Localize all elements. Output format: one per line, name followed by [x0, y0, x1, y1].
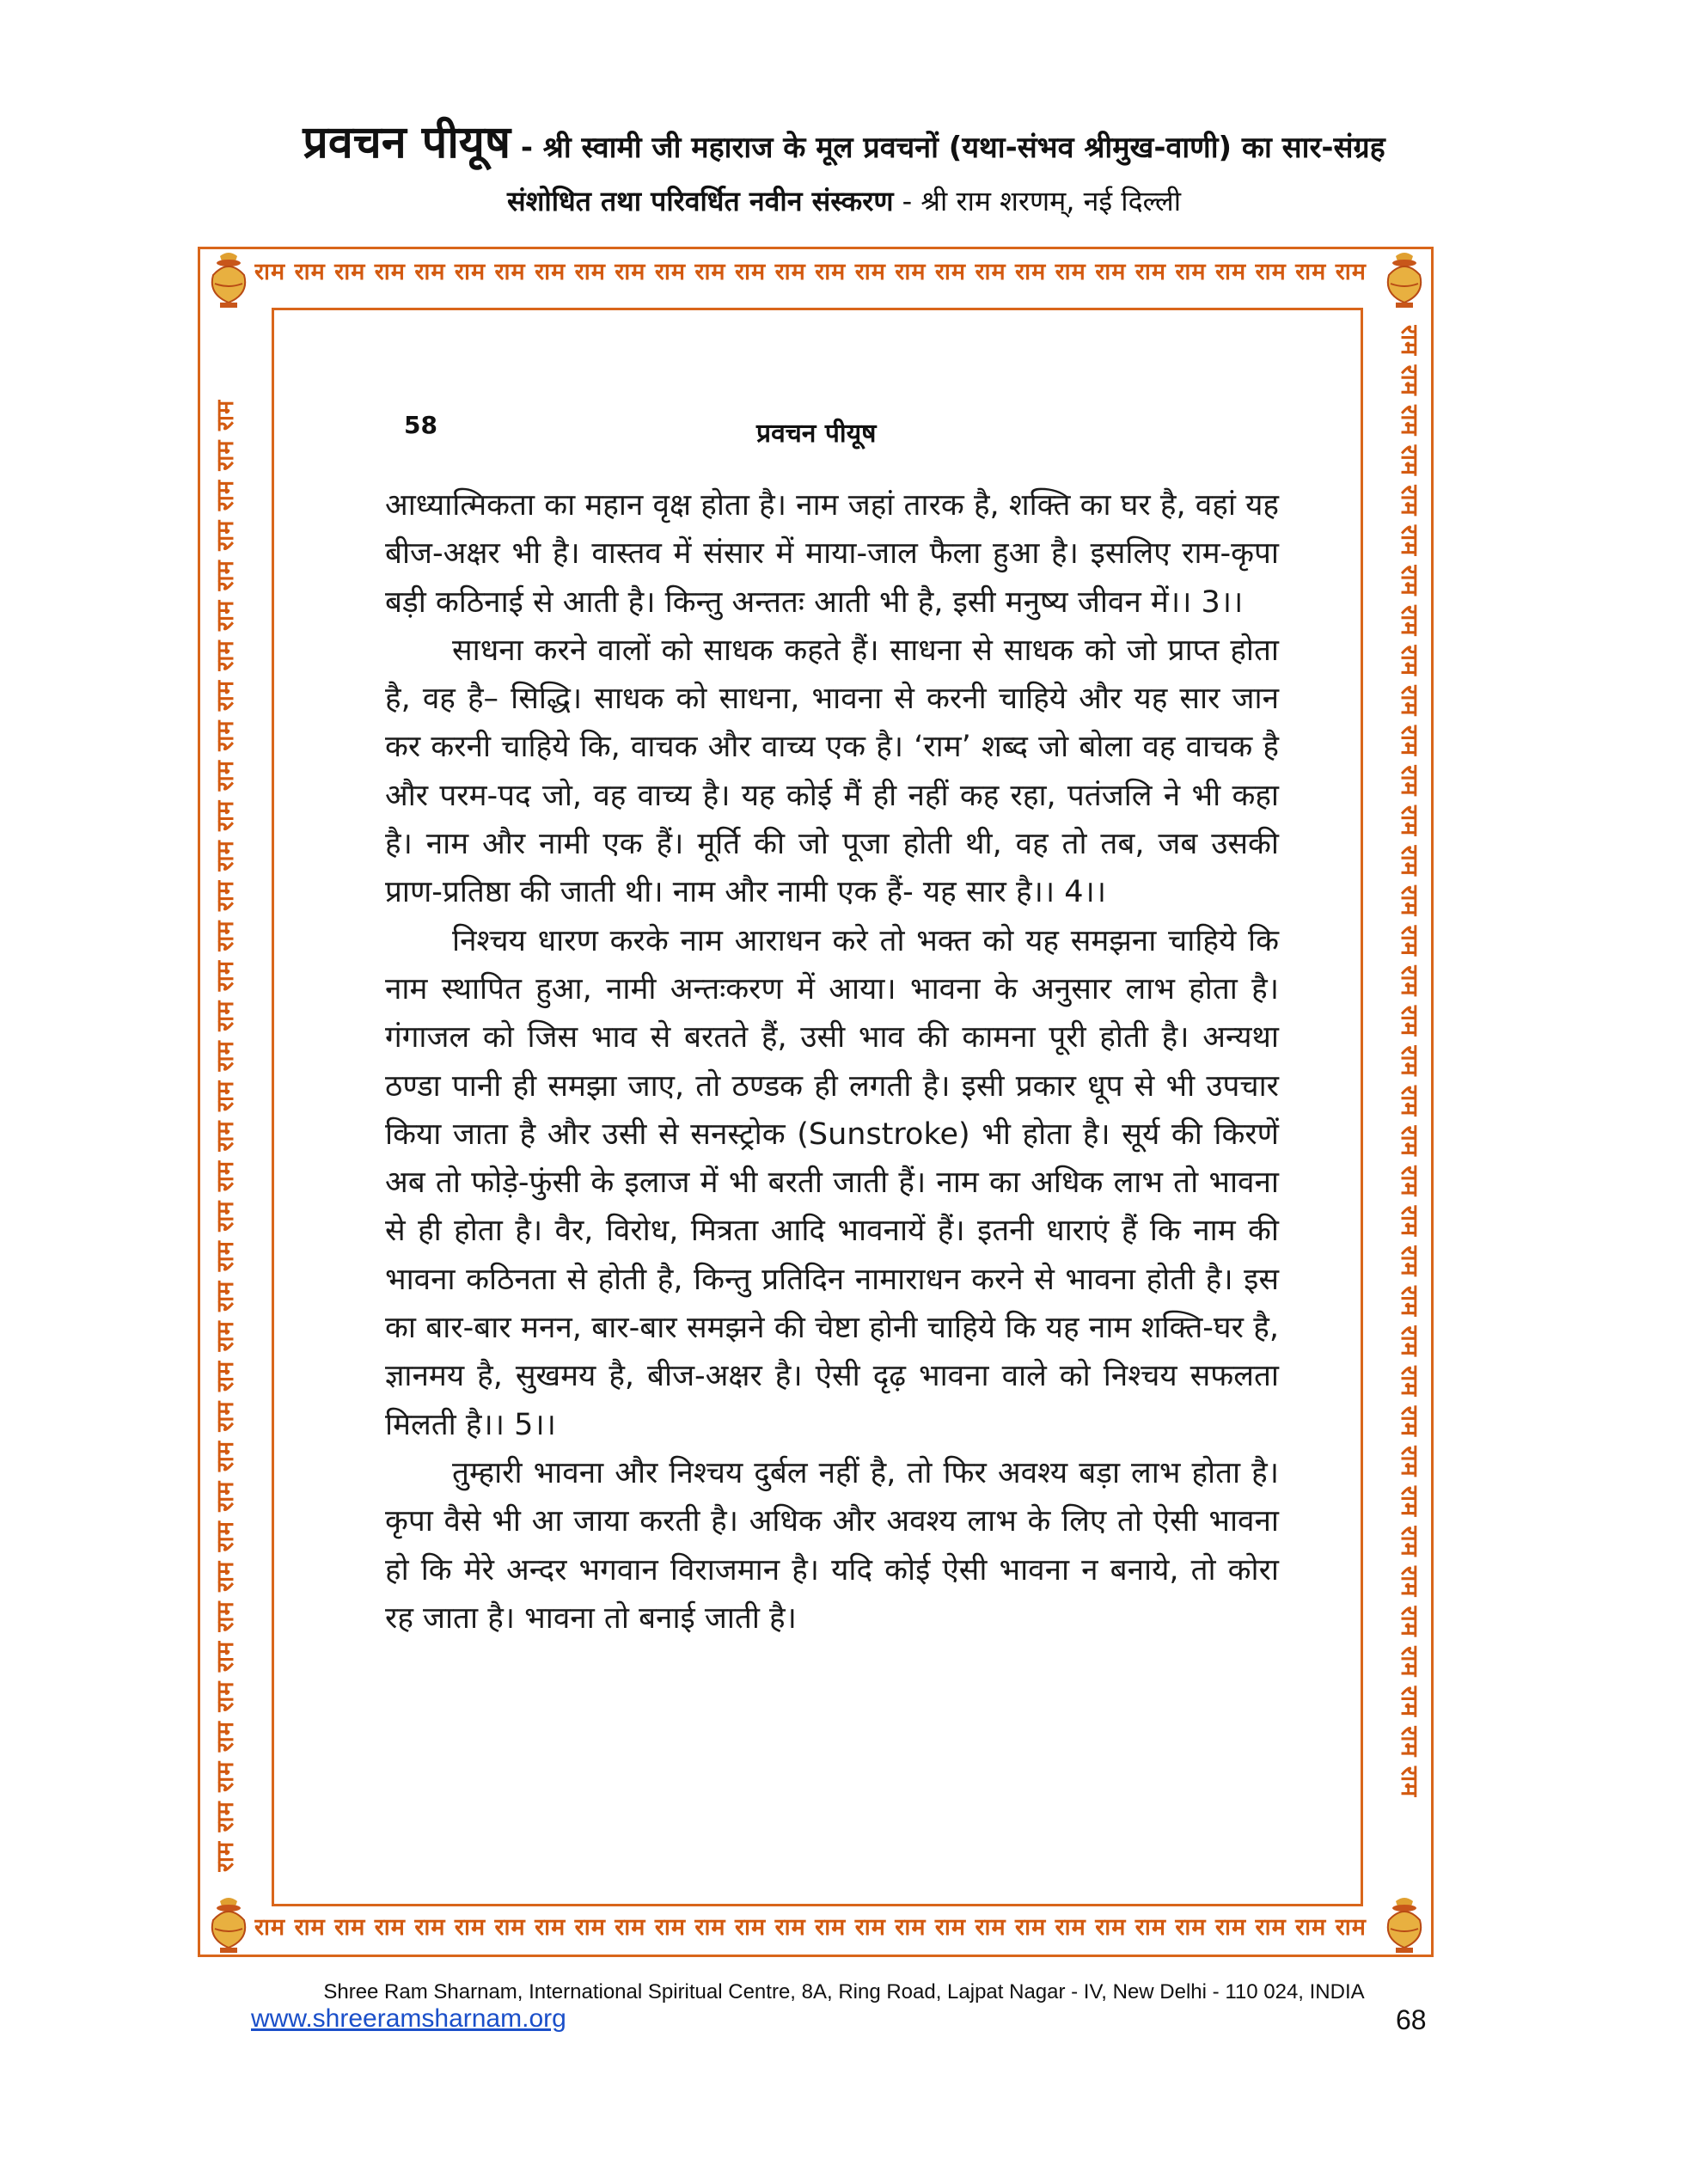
- website-link[interactable]: www.shreeramsharnam.org: [251, 2004, 566, 2033]
- border-left-text: राम राम राम राम राम राम राम राम राम राम राम राम राम राम राम राम राम राम राम राम राम राम राम राम राम राम राम राम राम राम राम राम राम राम राम राम राम: [212, 399, 239, 1872]
- paragraph: साधना करने वालों को साधक कहते हैं। साधना से साधक को जो प्राप्त होता है, वह है– सिद्धि। साधक को साधना, भावना से करनी चाहिये और यह सार जान कर करनी चाहिये कि, वाचक और वाच्य एक है। ‘राम’ शब्द जो बोला वह वाचक है और परम-पद जो, वह वाच्य है। यह कोई मैं ही नहीं कह रहा, पतंजलि ने भी कहा है। नाम और नामी एक हैं। मूर्ति की जो पूजा होती थी, वह तो तब, जब उसकी प्राण-प्रतिष्ठा की जाती थी। नाम और नामी एक हैं- यह सार है।। 4।।: [385, 633, 1279, 910]
- kalash-icon: [1377, 249, 1432, 309]
- running-head: प्रवचन पीयूष: [756, 419, 877, 449]
- kalash-icon: [201, 1894, 256, 1955]
- paragraph: तुम्हारी भावना और निश्चय दुर्बल नहीं है, तो फिर अवश्य बड़ा लाभ होता है। कृपा वैसे भी आ जाया करती है। अधिक और अवश्य लाभ के लिए तो ऐसी भावना हो कि मेरे अन्दर भगवान विराजमान है। यदि कोई ऐसी भावना न बनाये, तो कोरा रह जाता है। भावना तो बनाई जाती है।: [385, 1455, 1279, 1636]
- paragraph: आध्यात्मिकता का महान वृक्ष होता है। नाम जहां तारक है, शक्ति का घर है, वहां यह बीज-अक्षर भी है। वास्तव में संसार में माया-जाल फैला हुआ है। इसलिए राम-कृपा बड़ी कठिनाई से आती है। किन्तु अन्ततः आती भी है, इसी मनुष्य जीवन में।। 3।।: [385, 488, 1279, 620]
- document-title: [0, 110, 1688, 171]
- kalash-icon: [1377, 1894, 1432, 1955]
- border-right-text: राम राम राम राम राम राम राम राम राम राम राम राम राम राम राम राम राम राम राम राम राम राम राम राम राम राम राम राम राम राम राम राम राम राम राम राम राम: [1396, 325, 1422, 1798]
- page-body: [385, 481, 1279, 1643]
- footer-address: Shree Ram Sharnam, International Spiritual Centre, 8A, Ring Road, Lajpat Nagar - IV, New Delhi - 110 024, INDIA: [323, 1980, 1365, 2004]
- book-page-number: 58: [404, 411, 437, 439]
- paragraph: निश्चय धारण करके नाम आराधन करे तो भक्त को यह समझना चाहिये कि नाम स्थापित हुआ, नामी अन्तःकरण में आया। भावना के अनुसार लाभ होता है। गंगाजल को जिस भाव से बरतते हैं, उसी भाव की कामना पूरी होती है। अन्यथा ठण्डा पानी ही समझा जाए, तो ठण्डक ही लगती है। इसी प्रकार धूप से भी उपचार किया जाता है और उसी से सनस्ट्रोक (Sunstroke) भी होता है। सूर्य की किरणें अब तो फोड़े-फुंसी के इलाज में भी बरती जाती हैं। नाम का अधिक लाभ तो भावना से ही होता है। वैर, विरोध, मित्रता आदि भावनायें हैं। इतनी धाराएं हैं कि नाम की भावना कठिनता से होती है, किन्तु प्रतिदिन नामाराधन करने से भावना होती है। इस का बार-बार मनन, बार-बार समझने की चेष्टा होनी चाहिये कि यह नाम शक्ति-घर है, ज्ञानमय है, सुखमय है, बीज-अक्षर है। ऐसी दृढ़ भावना वाले को निश्चय सफलता मिलती है।। 5।।: [385, 923, 1279, 1442]
- edition-rest: - श्री राम शरणम्, नई दिल्ली: [893, 185, 1181, 217]
- pdf-page-number: 68: [1396, 2004, 1427, 2035]
- border-bottom-text: राम राम राम राम राम राम राम राम राम राम राम राम राम राम राम राम राम राम राम राम राम राम राम राम राम राम राम राम: [254, 1914, 1367, 1941]
- title-subtitle: - श्री स्वामी जी महाराज के मूल प्रवचनों (यथा-संभव श्रीमुख-वाणी) का सार-संग्रह: [511, 131, 1385, 165]
- title-main: प्रवचन पीयूष: [303, 117, 511, 168]
- border-top-text: राम राम राम राम राम राम राम राम राम राम राम राम राम राम राम राम राम राम राम राम राम राम राम राम राम राम राम राम: [254, 259, 1367, 285]
- edition-bold: संशोधित तथा परिवर्धित नवीन संस्करण: [507, 185, 894, 217]
- edition-line: [0, 182, 1688, 219]
- kalash-icon: [201, 249, 256, 309]
